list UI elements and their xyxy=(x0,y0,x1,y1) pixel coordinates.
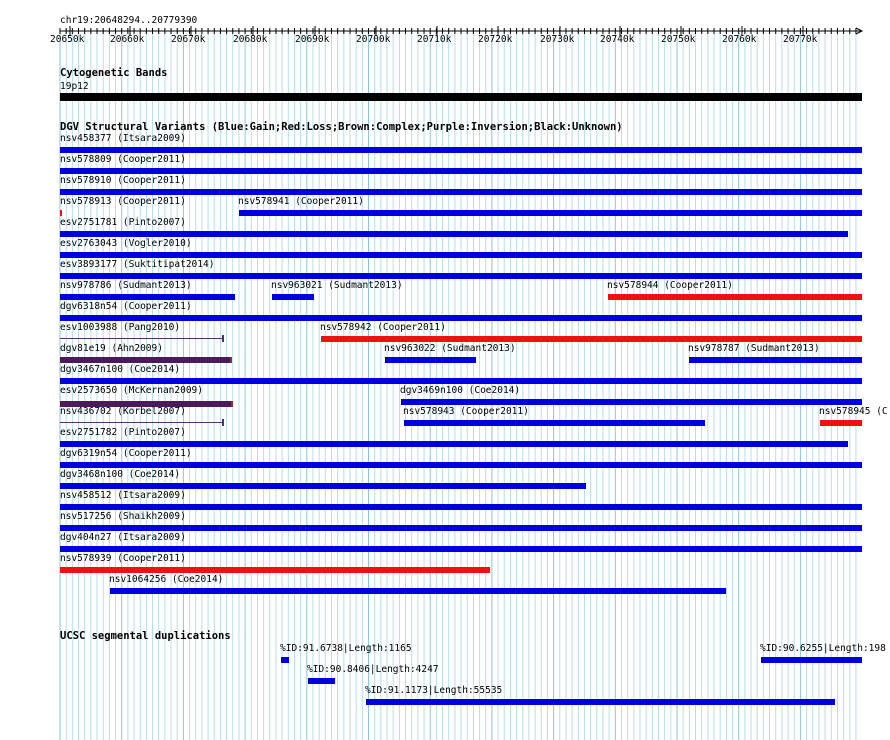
dgv-feature-label: nsv578913 (Cooper2011) xyxy=(60,196,186,207)
ruler-tick-label: 20670k xyxy=(171,34,206,45)
dgv-feature-glyph[interactable] xyxy=(239,210,862,216)
ruler-tick-label: 20680k xyxy=(233,34,268,45)
ruler-tick-label: 20720k xyxy=(478,34,513,45)
dgv-feature-glyph[interactable] xyxy=(60,567,490,573)
ruler-tick-label: 20700k xyxy=(356,34,391,45)
dgv-feature-glyph[interactable] xyxy=(820,420,862,426)
dgv-feature-glyph[interactable] xyxy=(60,422,224,423)
dgv-feature-label: nsv978786 (Sudmant2013) xyxy=(60,280,192,291)
ruler-tick-label: 20710k xyxy=(417,34,452,45)
cytoband-track-title[interactable]: Cytogenetic Bands xyxy=(60,67,168,79)
segdup-feature-glyph[interactable] xyxy=(366,699,835,705)
segdup-feature-label: %ID:90.8406|Length:4247 xyxy=(307,664,439,675)
ruler-tick-label: 20770k xyxy=(783,34,818,45)
dgv-feature-glyph[interactable] xyxy=(60,168,862,174)
dgv-feature-label: nsv578939 (Cooper2011) xyxy=(60,553,186,564)
dgv-feature-glyph[interactable] xyxy=(60,378,862,384)
ruler-tick-label: 20750k xyxy=(661,34,696,45)
dgv-feature-label: nsv436702 (Korbel2007) xyxy=(60,406,186,417)
ruler-tick-label: 20730k xyxy=(540,34,575,45)
dgv-feature-label: nsv963021 (Sudmant2013) xyxy=(271,280,403,291)
dgv-feature-glyph[interactable] xyxy=(60,231,848,237)
dgv-feature-glyph[interactable] xyxy=(60,189,862,195)
dgv-track-title[interactable]: DGV Structural Variants (Blue:Gain;Red:Loss;Brown:Complex;Purple:Inversion;Black:Unknown) xyxy=(60,121,623,133)
segdup-feature-glyph[interactable] xyxy=(308,678,335,684)
dgv-feature-label: nsv578809 (Cooper2011) xyxy=(60,154,186,165)
dgv-feature-glyph[interactable] xyxy=(608,294,862,300)
cytoband-label: 19p12 xyxy=(60,81,89,92)
cytoband-19p12[interactable] xyxy=(60,93,862,101)
ruler-tick-label: 20740k xyxy=(600,34,635,45)
dgv-feature-label: esv3893177 (Suktitipat2014) xyxy=(60,259,215,270)
dgv-feature-glyph[interactable] xyxy=(60,504,862,510)
dgv-feature-label: nsv578945 (C xyxy=(819,406,888,417)
dgv-feature-label: nsv458377 (Itsara2009) xyxy=(60,133,186,144)
dgv-feature-glyph[interactable] xyxy=(110,588,726,594)
dgv-feature-glyph[interactable] xyxy=(689,357,862,363)
dgv-feature-glyph[interactable] xyxy=(60,462,862,468)
location-label: chr19:20648294..20779390 xyxy=(60,15,198,26)
dgv-feature-glyph[interactable] xyxy=(401,399,862,405)
dgv-feature-glyph[interactable] xyxy=(60,441,848,447)
ruler-tick-label: 20690k xyxy=(295,34,330,45)
segdup-feature-label: %ID:91.1173|Length:55535 xyxy=(365,685,503,696)
dgv-feature-label: nsv978787 (Sudmant2013) xyxy=(688,343,820,354)
dgv-feature-glyph[interactable] xyxy=(60,315,862,321)
dgv-feature-glyph[interactable] xyxy=(385,357,476,363)
dgv-feature-label: nsv578942 (Cooper2011) xyxy=(320,322,446,333)
dgv-feature-label: nsv578944 (Cooper2011) xyxy=(607,280,733,291)
dgv-feature-label: dgv6318n54 (Cooper2011) xyxy=(60,301,192,312)
dgv-feature-glyph[interactable] xyxy=(60,294,235,300)
dgv-feature-label: nsv1064256 (Coe2014) xyxy=(109,574,224,585)
dgv-feature-glyph[interactable] xyxy=(60,273,862,279)
dgv-feature-glyph[interactable] xyxy=(60,210,62,216)
dgv-feature-label: dgv81e19 (Ahn2009) xyxy=(60,343,163,354)
dgv-feature-label: dgv3469n100 (Coe2014) xyxy=(400,385,521,396)
segdup-feature-glyph[interactable] xyxy=(761,657,862,663)
ruler-tick-label: 20660k xyxy=(110,34,145,45)
dgv-feature-glyph[interactable] xyxy=(60,546,862,552)
dgv-feature-glyph[interactable] xyxy=(60,525,862,531)
ruler-tick-label: 20760k xyxy=(722,34,757,45)
segdup-track-title[interactable]: UCSC segmental duplications xyxy=(60,630,231,642)
dgv-feature-label: dgv3468n100 (Coe2014) xyxy=(60,469,181,480)
dgv-feature-glyph[interactable] xyxy=(404,420,705,426)
dgv-feature-glyph[interactable] xyxy=(321,336,862,342)
dgv-feature-label: esv1003988 (Pang2010) xyxy=(60,322,181,333)
dgv-feature-label: nsv578943 (Cooper2011) xyxy=(403,406,529,417)
dgv-feature-endcap xyxy=(222,335,224,342)
dgv-feature-glyph[interactable] xyxy=(60,483,586,489)
dgv-feature-glyph[interactable] xyxy=(60,252,862,258)
dgv-feature-glyph[interactable] xyxy=(272,294,314,300)
dgv-feature-label: esv2751782 (Pinto2007) xyxy=(60,427,186,438)
segdup-feature-label: %ID:91.6738|Length:1165 xyxy=(280,643,412,654)
dgv-feature-glyph[interactable] xyxy=(60,357,232,363)
dgv-feature-label: dgv3467n100 (Coe2014) xyxy=(60,364,181,375)
dgv-feature-label: nsv517256 (Shaikh2009) xyxy=(60,511,186,522)
ruler-tick-label: 20650k xyxy=(50,34,85,45)
dgv-feature-label: nsv963022 (Sudmant2013) xyxy=(384,343,516,354)
dgv-feature-glyph[interactable] xyxy=(60,338,224,339)
dgv-feature-label: esv2751781 (Pinto2007) xyxy=(60,217,186,228)
segdup-feature-label: %ID:90.6255|Length:198 xyxy=(760,643,886,654)
dgv-feature-label: dgv404n27 (Itsara2009) xyxy=(60,532,186,543)
dgv-feature-label: nsv458512 (Itsara2009) xyxy=(60,490,186,501)
dgv-feature-label: nsv578910 (Cooper2011) xyxy=(60,175,186,186)
dgv-feature-label: esv2763043 (Vogler2010) xyxy=(60,238,192,249)
dgv-feature-label: dgv6319n54 (Cooper2011) xyxy=(60,448,192,459)
dgv-feature-label: esv2573650 (McKernan2009) xyxy=(60,385,203,396)
dgv-feature-label: nsv578941 (Cooper2011) xyxy=(238,196,364,207)
segdup-feature-glyph[interactable] xyxy=(281,657,289,663)
dgv-feature-glyph[interactable] xyxy=(60,147,862,153)
dgv-feature-endcap xyxy=(222,419,224,426)
